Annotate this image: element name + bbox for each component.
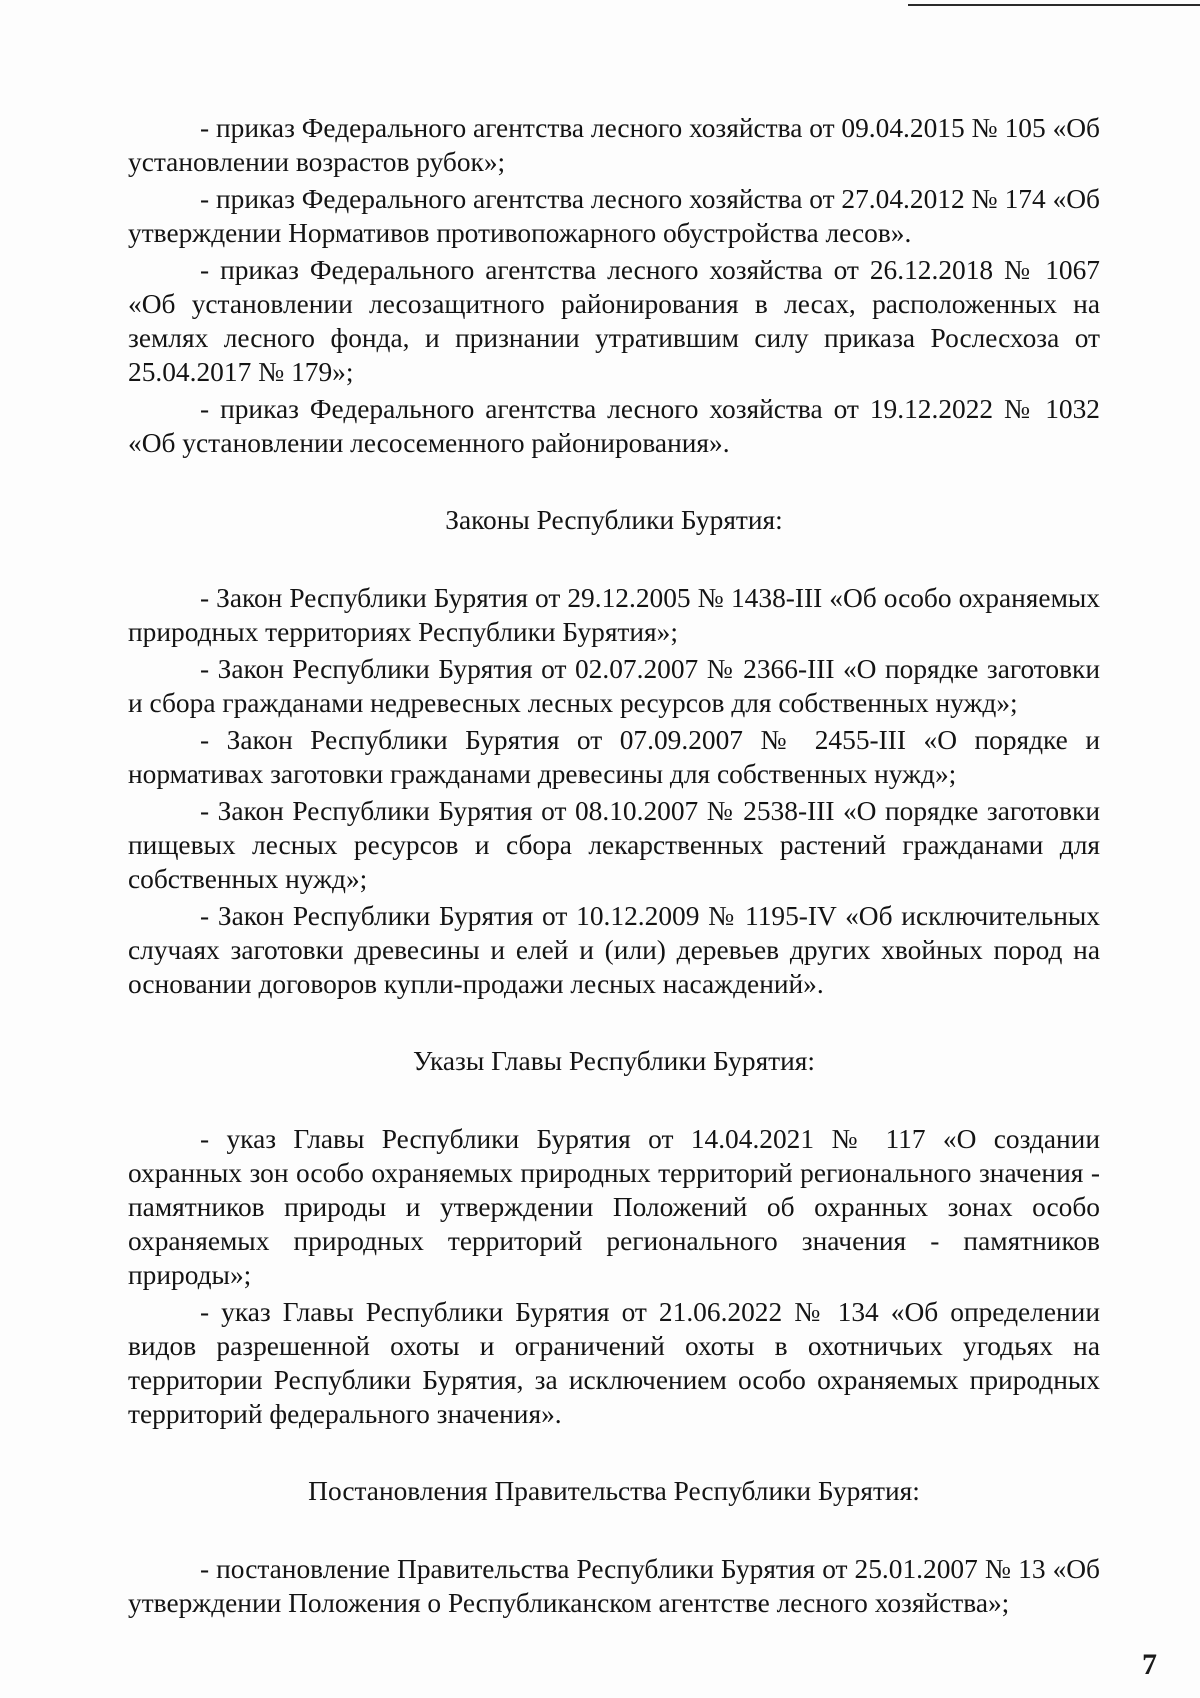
list-item: - приказ Федерального агентства лесного хозяйства от 27.04.2012 № 174 «Об утверждении Нормативов противопожарного обустройства лесов». — [128, 184, 1100, 248]
list-item: - приказ Федерального агентства лесного хозяйства от 09.04.2015 № 105 «Об установлении возрастов рубок»; — [128, 113, 1100, 177]
list-item: - указ Главы Республики Бурятия от 21.06.2022 № 134 «Об определении видов разрешенной охоты и ограничений охоты в охотничьих угодьях на территории Республики Бурятия, за исключением особо охраняемых природных территорий федерального значения». — [128, 1297, 1100, 1429]
list-item: - Закон Республики Бурятия от 08.10.2007 № 2538-III «О порядке заготовки пищевых лесных ресурсов и сбора лекарственных растений гражданами для собственных нужд»; — [128, 796, 1100, 894]
page-number: 7 — [1142, 1648, 1157, 1681]
list-item: - Закон Республики Бурятия от 29.12.2005 № 1438-III «Об особо охраняемых природных территориях Республики Бурятия»; — [128, 583, 1100, 647]
section-heading-decrees: Указы Главы Республики Бурятия: — [412, 1046, 816, 1076]
scan-edge-line — [908, 4, 1200, 6]
list-item: - Закон Республики Бурятия от 02.07.2007 № 2366-III «О порядке заготовки и сбора гражданами недревесных лесных ресурсов для собственных нужд»; — [128, 654, 1100, 718]
list-item: - приказ Федерального агентства лесного хозяйства от 19.12.2022 № 1032 «Об установлении лесосеменного районирования». — [128, 394, 1100, 458]
list-item: - постановление Правительства Республики Бурятия от 25.01.2007 № 13 «Об утверждении Положения о Республиканском агентстве лесного хозяйства»; — [128, 1554, 1100, 1618]
section-heading-resolutions: Постановления Правительства Республики Бурятия: — [308, 1476, 920, 1506]
document-body — [128, 111, 1100, 1623]
list-item: - Закон Республики Бурятия от 10.12.2009 № 1195-IV «Об исключительных случаях заготовки древесины и елей и (или) деревьев других хвойных пород на основании договоров купли-продажи лесных насаждений». — [128, 901, 1100, 999]
list-item: - указ Главы Республики Бурятия от 14.04.2021 № 117 «О создании охранных зон особо охраняемых природных территорий регионального значения - памятников природы и утверждении Положений об охранных зонах особо охраняемых природных территорий регионального значения - памятников природы»; — [128, 1124, 1100, 1290]
list-item: - приказ Федерального агентства лесного хозяйства от 26.12.2018 № 1067 «Об установлении лесозащитного районирования в лесах, расположенных на землях лесного фонда, и признании утратившим силу приказа Рослесхоза от 25.04.2017 № 179»; — [128, 255, 1100, 387]
section-heading-laws: Законы Республики Бурятия: — [445, 505, 783, 535]
list-item: - Закон Республики Бурятия от 07.09.2007 № 2455-III «О порядке и нормативах заготовки гражданами древесины для собственных нужд»; — [128, 725, 1100, 789]
